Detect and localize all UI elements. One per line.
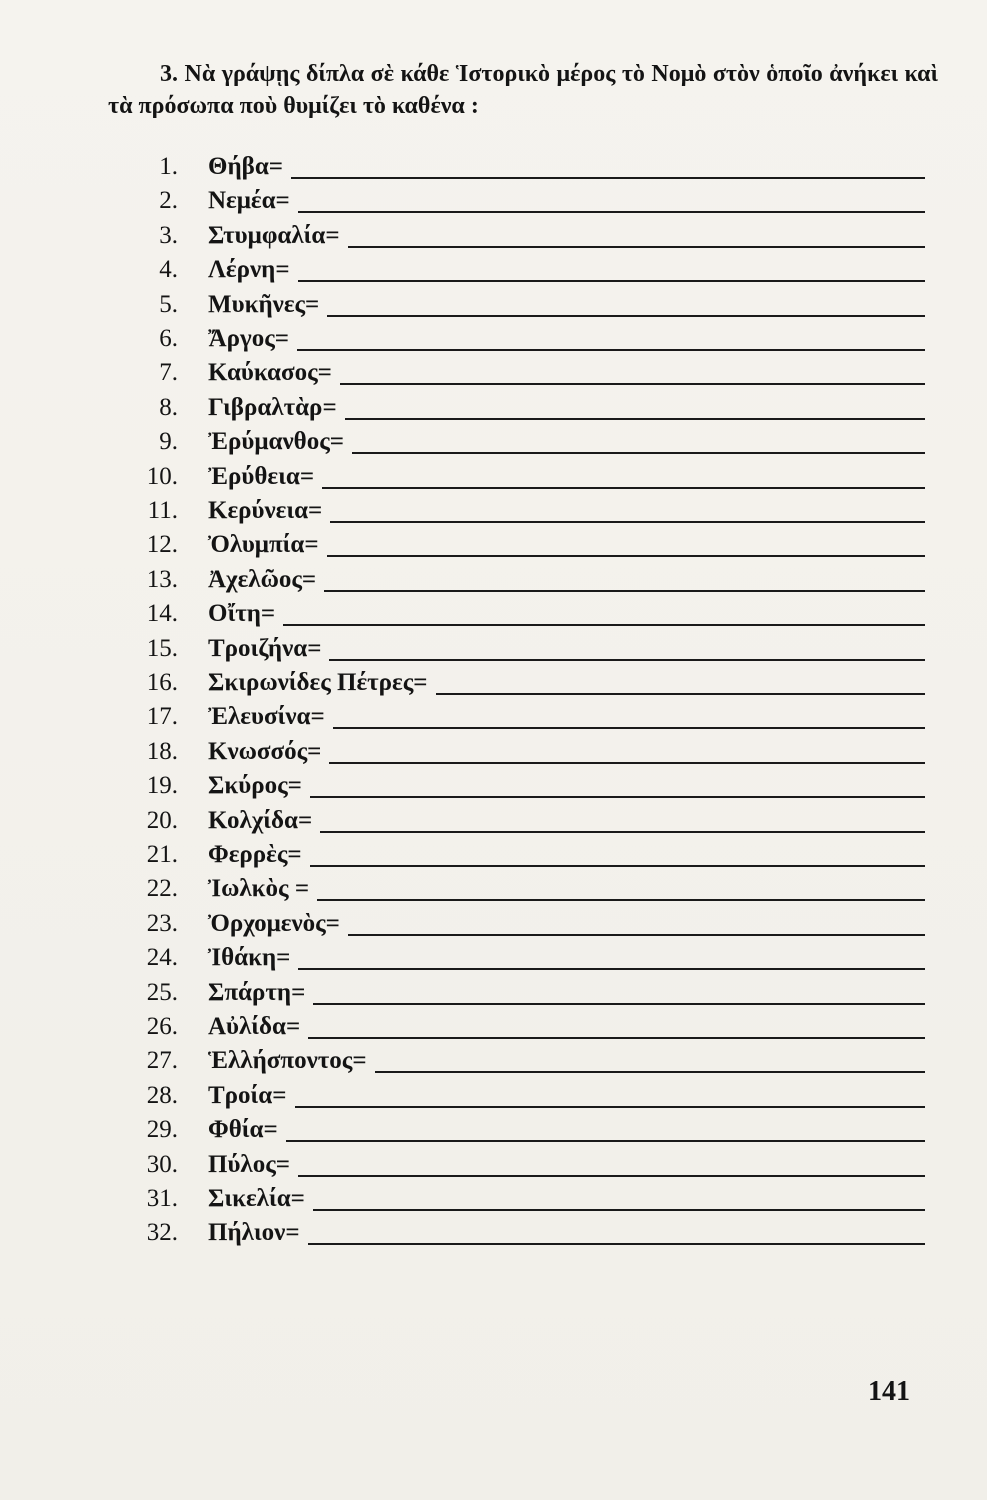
item-number: 19. — [146, 772, 178, 800]
list-item — [0, 1182, 987, 1216]
list-item — [0, 253, 987, 287]
item-number: 7. — [159, 359, 178, 387]
item-place-label: Νεμέα= — [208, 187, 290, 215]
item-number: 23. — [146, 909, 178, 937]
item-place-label: Οἴτη= — [208, 600, 276, 628]
item-place-label: Σικελία= — [208, 1185, 305, 1212]
item-number: 11. — [147, 497, 178, 524]
list-item — [0, 907, 987, 941]
item-number: 26. — [146, 1013, 178, 1040]
list-item — [0, 391, 987, 425]
list-item — [0, 1010, 987, 1044]
item-place-label: Πύλος= — [208, 1150, 290, 1178]
item-place-label: Τροιζήνα= — [208, 634, 322, 662]
list-item — [0, 219, 987, 253]
item-number: 6. — [159, 325, 178, 352]
list-item — [0, 528, 987, 562]
instruction-heading — [108, 58, 938, 122]
item-place-label: Θήβα= — [208, 153, 284, 180]
page-number: 141 — [868, 1376, 910, 1407]
item-number: 32. — [146, 1219, 178, 1247]
list-item — [0, 288, 987, 322]
answer-line[interactable] — [322, 487, 925, 489]
answer-line[interactable] — [330, 521, 925, 523]
answer-line[interactable] — [348, 246, 925, 248]
list-item — [0, 494, 987, 528]
answer-line[interactable] — [340, 383, 925, 385]
answer-line[interactable] — [310, 796, 925, 798]
list-item — [0, 597, 987, 631]
item-place-label: Στυμφαλία= — [208, 221, 340, 249]
list-item — [0, 425, 987, 459]
answer-line[interactable] — [298, 211, 925, 213]
item-number: 14. — [146, 600, 178, 628]
list-item — [0, 1148, 987, 1182]
list-item — [0, 872, 987, 906]
answer-line[interactable] — [297, 349, 925, 351]
list-item — [0, 356, 987, 390]
list-item — [0, 1113, 987, 1147]
item-place-label: Σκύρος= — [208, 772, 302, 800]
answer-line[interactable] — [320, 831, 925, 833]
item-number: 13. — [146, 565, 178, 593]
item-place-label: Ἐρύθεια= — [208, 462, 315, 490]
item-place-label: Φθία= — [208, 1116, 278, 1144]
item-place-label: Λέρνη= — [208, 256, 290, 284]
answer-line[interactable] — [352, 452, 925, 454]
instruction-text: Νὰ γράψῃς δίπλα σὲ κάθε Ἱστορικὸ μέρος τὸ Νομὸ στὸν ὁποῖο ἀνήκει καὶ τὰ πρόσωπα ποὺ θυμίζει τὸ καθένα : — [108, 61, 938, 119]
item-number: 2. — [159, 187, 178, 215]
list-item — [0, 184, 987, 218]
item-number: 15. — [146, 634, 178, 662]
answer-line[interactable] — [324, 590, 925, 592]
item-number: 3. — [159, 221, 178, 249]
answer-line[interactable] — [291, 177, 925, 179]
answer-line[interactable] — [327, 315, 925, 317]
list-item — [0, 666, 987, 700]
list-item — [0, 804, 987, 838]
item-place-label: Γιβραλτὰρ= — [208, 393, 337, 421]
item-number: 4. — [159, 256, 178, 284]
item-number: 31. — [146, 1185, 178, 1212]
item-number: 28. — [146, 1081, 178, 1109]
item-number: 10. — [146, 462, 178, 490]
answer-line[interactable] — [313, 1003, 925, 1005]
item-number: 27. — [146, 1047, 178, 1075]
answer-line[interactable] — [329, 659, 925, 661]
list-item — [0, 769, 987, 803]
item-place-label: Αὐλίδα= — [208, 1013, 301, 1040]
item-number: 1. — [159, 153, 178, 180]
answer-line[interactable] — [329, 762, 925, 764]
answer-line[interactable] — [348, 934, 925, 936]
item-place-label: Ὀλυμπία= — [208, 531, 319, 559]
answer-line[interactable] — [286, 1140, 925, 1142]
answer-line[interactable] — [345, 418, 925, 420]
list-item — [0, 838, 987, 872]
list-item — [0, 941, 987, 975]
item-place-label: Σκιρωνίδες Πέτρες= — [208, 669, 428, 696]
answer-line[interactable] — [308, 1037, 925, 1039]
answer-line[interactable] — [317, 899, 925, 901]
item-number: 29. — [146, 1116, 178, 1144]
list-item — [0, 632, 987, 666]
item-place-label: Ἐλευσίνα= — [208, 703, 325, 731]
item-place-label: Ἑλλήσποντος= — [208, 1047, 367, 1075]
answer-line[interactable] — [436, 693, 925, 695]
item-place-label: Κολχίδα= — [208, 806, 313, 834]
list-item — [0, 563, 987, 597]
list-item — [0, 460, 987, 494]
answer-line[interactable] — [333, 727, 925, 729]
list-item — [0, 976, 987, 1010]
item-number: 18. — [146, 737, 178, 765]
item-number: 5. — [159, 290, 178, 318]
list-item — [0, 322, 987, 356]
item-number: 25. — [146, 978, 178, 1006]
list-item — [0, 700, 987, 734]
item-place-label: Φερρὲς= — [208, 841, 302, 868]
answer-line[interactable] — [298, 1175, 925, 1177]
answer-line[interactable] — [298, 968, 925, 970]
item-place-label: Ἄργος= — [208, 325, 290, 352]
item-number: 9. — [159, 428, 178, 456]
item-number: 22. — [146, 875, 178, 903]
item-place-label: Καύκασος= — [208, 359, 332, 387]
answer-line[interactable] — [313, 1209, 925, 1211]
item-number: 17. — [146, 703, 178, 731]
item-place-label: Κνωσσός= — [208, 737, 322, 765]
item-place-label: Κερύνεια= — [208, 497, 323, 524]
item-place-label: Ὀρχομενὸς= — [208, 909, 340, 937]
item-place-label: Ἐρύμανθος= — [208, 428, 345, 456]
item-number: 30. — [146, 1150, 178, 1178]
answer-line[interactable] — [308, 1243, 925, 1245]
item-place-label: Μυκῆνες= — [208, 290, 320, 318]
list-item — [0, 735, 987, 769]
item-place-label: Τροία= — [208, 1081, 287, 1109]
instruction-number: 3. — [160, 61, 178, 87]
item-place-label: Ἰθάκη= — [208, 944, 291, 972]
list-item — [0, 1216, 987, 1250]
item-number: 20. — [146, 806, 178, 834]
answer-line[interactable] — [375, 1071, 925, 1073]
item-place-label: Ἰωλκὸς = — [208, 875, 310, 903]
item-place-label: Σπάρτη= — [208, 978, 306, 1006]
item-number: 16. — [146, 669, 178, 696]
list-item — [0, 1044, 987, 1078]
item-place-label: Ἀχελῶος= — [208, 565, 317, 593]
list-item — [0, 150, 987, 184]
answer-line[interactable] — [298, 280, 925, 282]
item-number: 8. — [159, 393, 178, 421]
item-number: 12. — [146, 531, 178, 559]
item-number: 24. — [146, 944, 178, 972]
answer-line[interactable] — [295, 1106, 925, 1108]
answer-line[interactable] — [310, 865, 925, 867]
item-number: 21. — [146, 841, 178, 868]
answer-line[interactable] — [283, 624, 925, 626]
list-item — [0, 1079, 987, 1113]
item-place-label: Πήλιον= — [208, 1219, 300, 1247]
answer-line[interactable] — [327, 555, 925, 557]
